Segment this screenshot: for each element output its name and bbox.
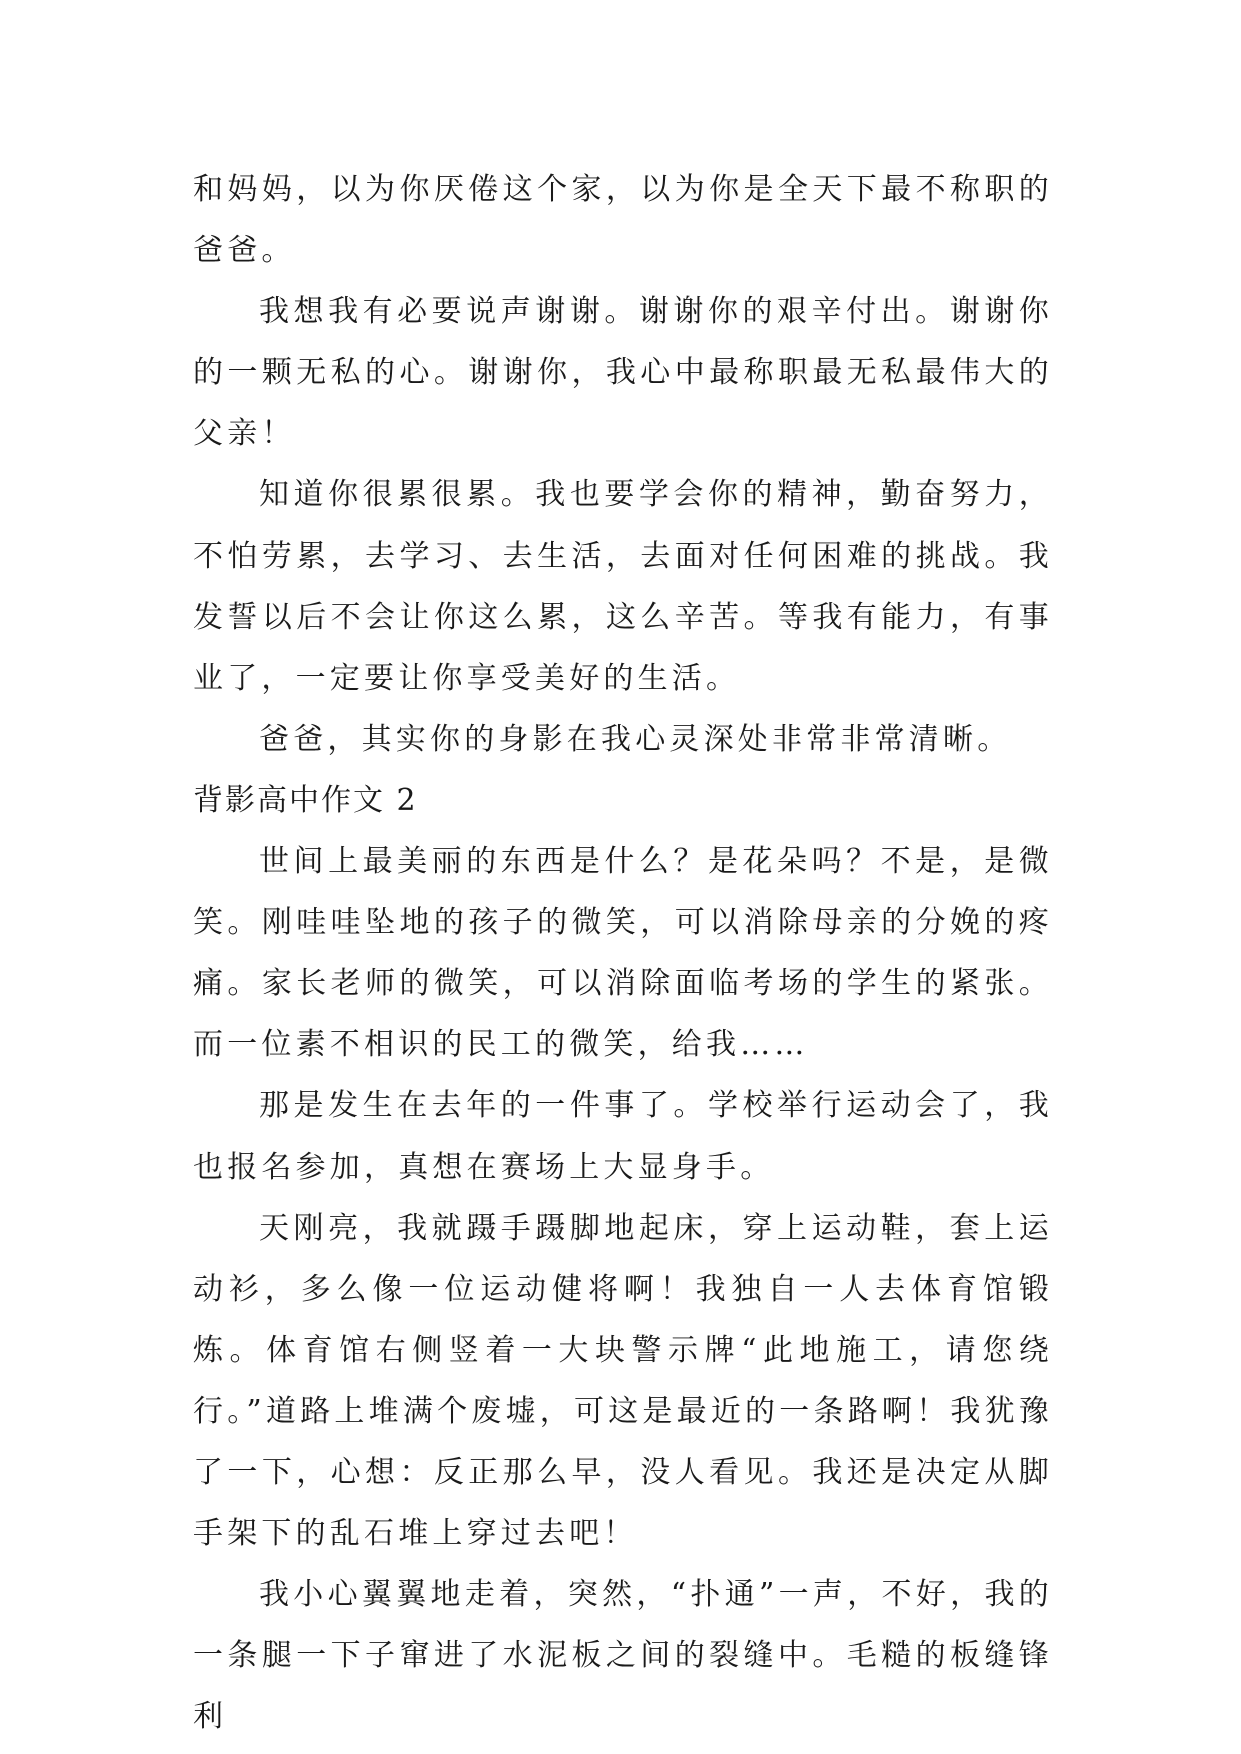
paragraph-smile: 世间上最美丽的东西是什么？是花朵吗？不是，是微笑。刚哇哇坠地的孩子的微笑，可以消除母亲的分娩的疼痛。家长老师的微笑，可以消除面临考场的学生的紧张。而一位素不相识的民工的微笑，给我……	[193, 844, 1053, 1063]
document-body	[193, 159, 1053, 1747]
section-heading: 背影高中作文 2	[193, 782, 418, 818]
paragraph-continuation: 和妈妈，以为你厌倦这个家，以为你是全天下最不称职的爸爸。	[193, 172, 1053, 269]
paragraph-thanks: 我想我有必要说声谢谢。谢谢你的艰辛付出。谢谢你的一颗无私的心。谢谢你，我心中最称职最无私最伟大的父亲！	[193, 294, 1053, 452]
paragraph-fall: 我小心翼翼地走着，突然，“扑通”一声，不好，我的一条腿一下子窜进了水泥板之间的裂缝中。毛糙的板缝锋利	[193, 1577, 1053, 1735]
paragraph-sports-meet: 那是发生在去年的一件事了。学校举行运动会了，我也报名参加，真想在赛场上大显身手。	[193, 1088, 1053, 1185]
paragraph-morning: 天刚亮，我就蹑手蹑脚地起床，穿上运动鞋，套上运动衫，多么像一位运动健将啊！我独自一人去体育馆锻炼。体育馆右侧竖着一大块警示牌“此地施工，请您绕行。”道路上堆满个废墟，可这是最近的一条路啊！我犹豫了一下，心想：反正那么早，没人看见。我还是决定从脚手架下的乱石堆上穿过去吧！	[193, 1210, 1053, 1552]
paragraph-figure: 爸爸，其实你的身影在我心灵深处非常非常清晰。	[259, 721, 1012, 757]
paragraph-promise: 知道你很累很累。我也要学会你的精神，勤奋努力，不怕劳累，去学习、去生活，去面对任何困难的挑战。我发誓以后不会让你这么累，这么辛苦。等我有能力，有事业了，一定要让你享受美好的生活。	[193, 477, 1053, 696]
